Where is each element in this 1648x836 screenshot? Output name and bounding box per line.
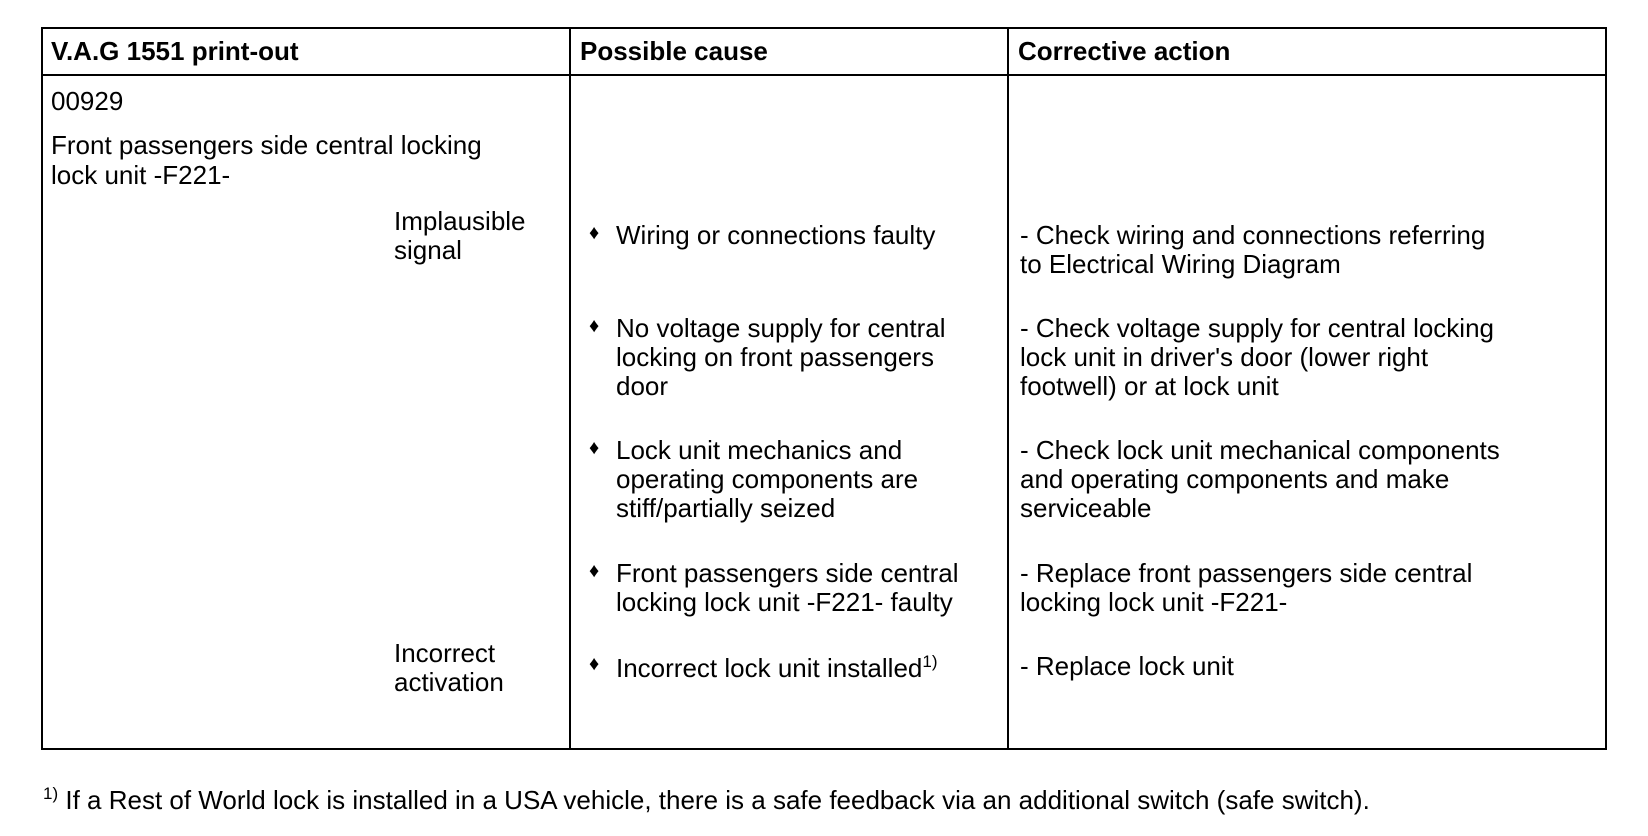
action-line: - Check wiring and connections referring <box>1020 220 1486 250</box>
symptom-incorrect-line-2: activation <box>394 667 504 697</box>
cause-line: Lock unit mechanics and <box>616 435 903 465</box>
header-possible-cause: Possible cause <box>580 36 768 66</box>
footnote <box>43 784 1370 816</box>
header-corrective-action: Corrective action <box>1018 36 1231 66</box>
action-line: to Electrical Wiring Diagram <box>1020 249 1341 279</box>
symptom-incorrect-line-1: Incorrect <box>394 638 496 668</box>
cause-line: operating components are <box>616 464 919 494</box>
cause-line: door <box>616 371 669 401</box>
fault-code: 00929 <box>51 86 124 116</box>
bullet-icon: ♦ <box>589 560 600 582</box>
component-line-1: Front passengers side central locking <box>51 130 482 160</box>
action-line: - Replace front passengers side central <box>1020 558 1473 588</box>
action-line: - Check lock unit mechanical components <box>1020 435 1500 465</box>
cause-line: Front passengers side central <box>616 558 959 588</box>
cause-line: stiff/partially seized <box>616 493 836 523</box>
footnote-reference: 1) <box>922 652 938 671</box>
bullet-icon: ♦ <box>589 653 600 675</box>
cause-line: Wiring or connections faulty <box>616 220 936 250</box>
column-divider <box>569 29 571 748</box>
cause-line: Incorrect lock unit installed$^{1)}$ <box>616 652 938 683</box>
component-line-2: lock unit -F221- <box>51 160 231 190</box>
cause-line: locking lock unit -F221- faulty <box>616 587 953 617</box>
symptom-implausible-line-1: Implausible <box>394 206 526 236</box>
header-printout: V.A.G 1551 print-out <box>51 36 299 66</box>
action-line: footwell) or at lock unit <box>1020 371 1279 401</box>
action-line: and operating components and make <box>1020 464 1450 494</box>
cause-line: locking on front passengers <box>616 342 934 372</box>
action-line: - Check voltage supply for central locking <box>1020 313 1495 343</box>
action-line: - Replace lock unit <box>1020 651 1234 681</box>
footnote-marker: 1) <box>43 784 59 803</box>
diagnostic-table <box>41 27 1607 750</box>
bullet-icon: ♦ <box>589 222 600 244</box>
action-line: serviceable <box>1020 493 1152 523</box>
symptom-implausible-line-2: signal <box>394 235 462 265</box>
cause-line: No voltage supply for central <box>616 313 946 343</box>
bullet-icon: ♦ <box>589 315 600 337</box>
column-divider <box>1007 29 1009 748</box>
action-line: locking lock unit -F221- <box>1020 587 1288 617</box>
action-line: lock unit in driver's door (lower right <box>1020 342 1429 372</box>
bullet-icon: ♦ <box>589 437 600 459</box>
header-divider <box>43 74 1605 76</box>
footnote-text: If a Rest of World lock is installed in a USA vehicle, there is a safe feedback via an additional switch (safe switch). <box>58 785 1370 815</box>
